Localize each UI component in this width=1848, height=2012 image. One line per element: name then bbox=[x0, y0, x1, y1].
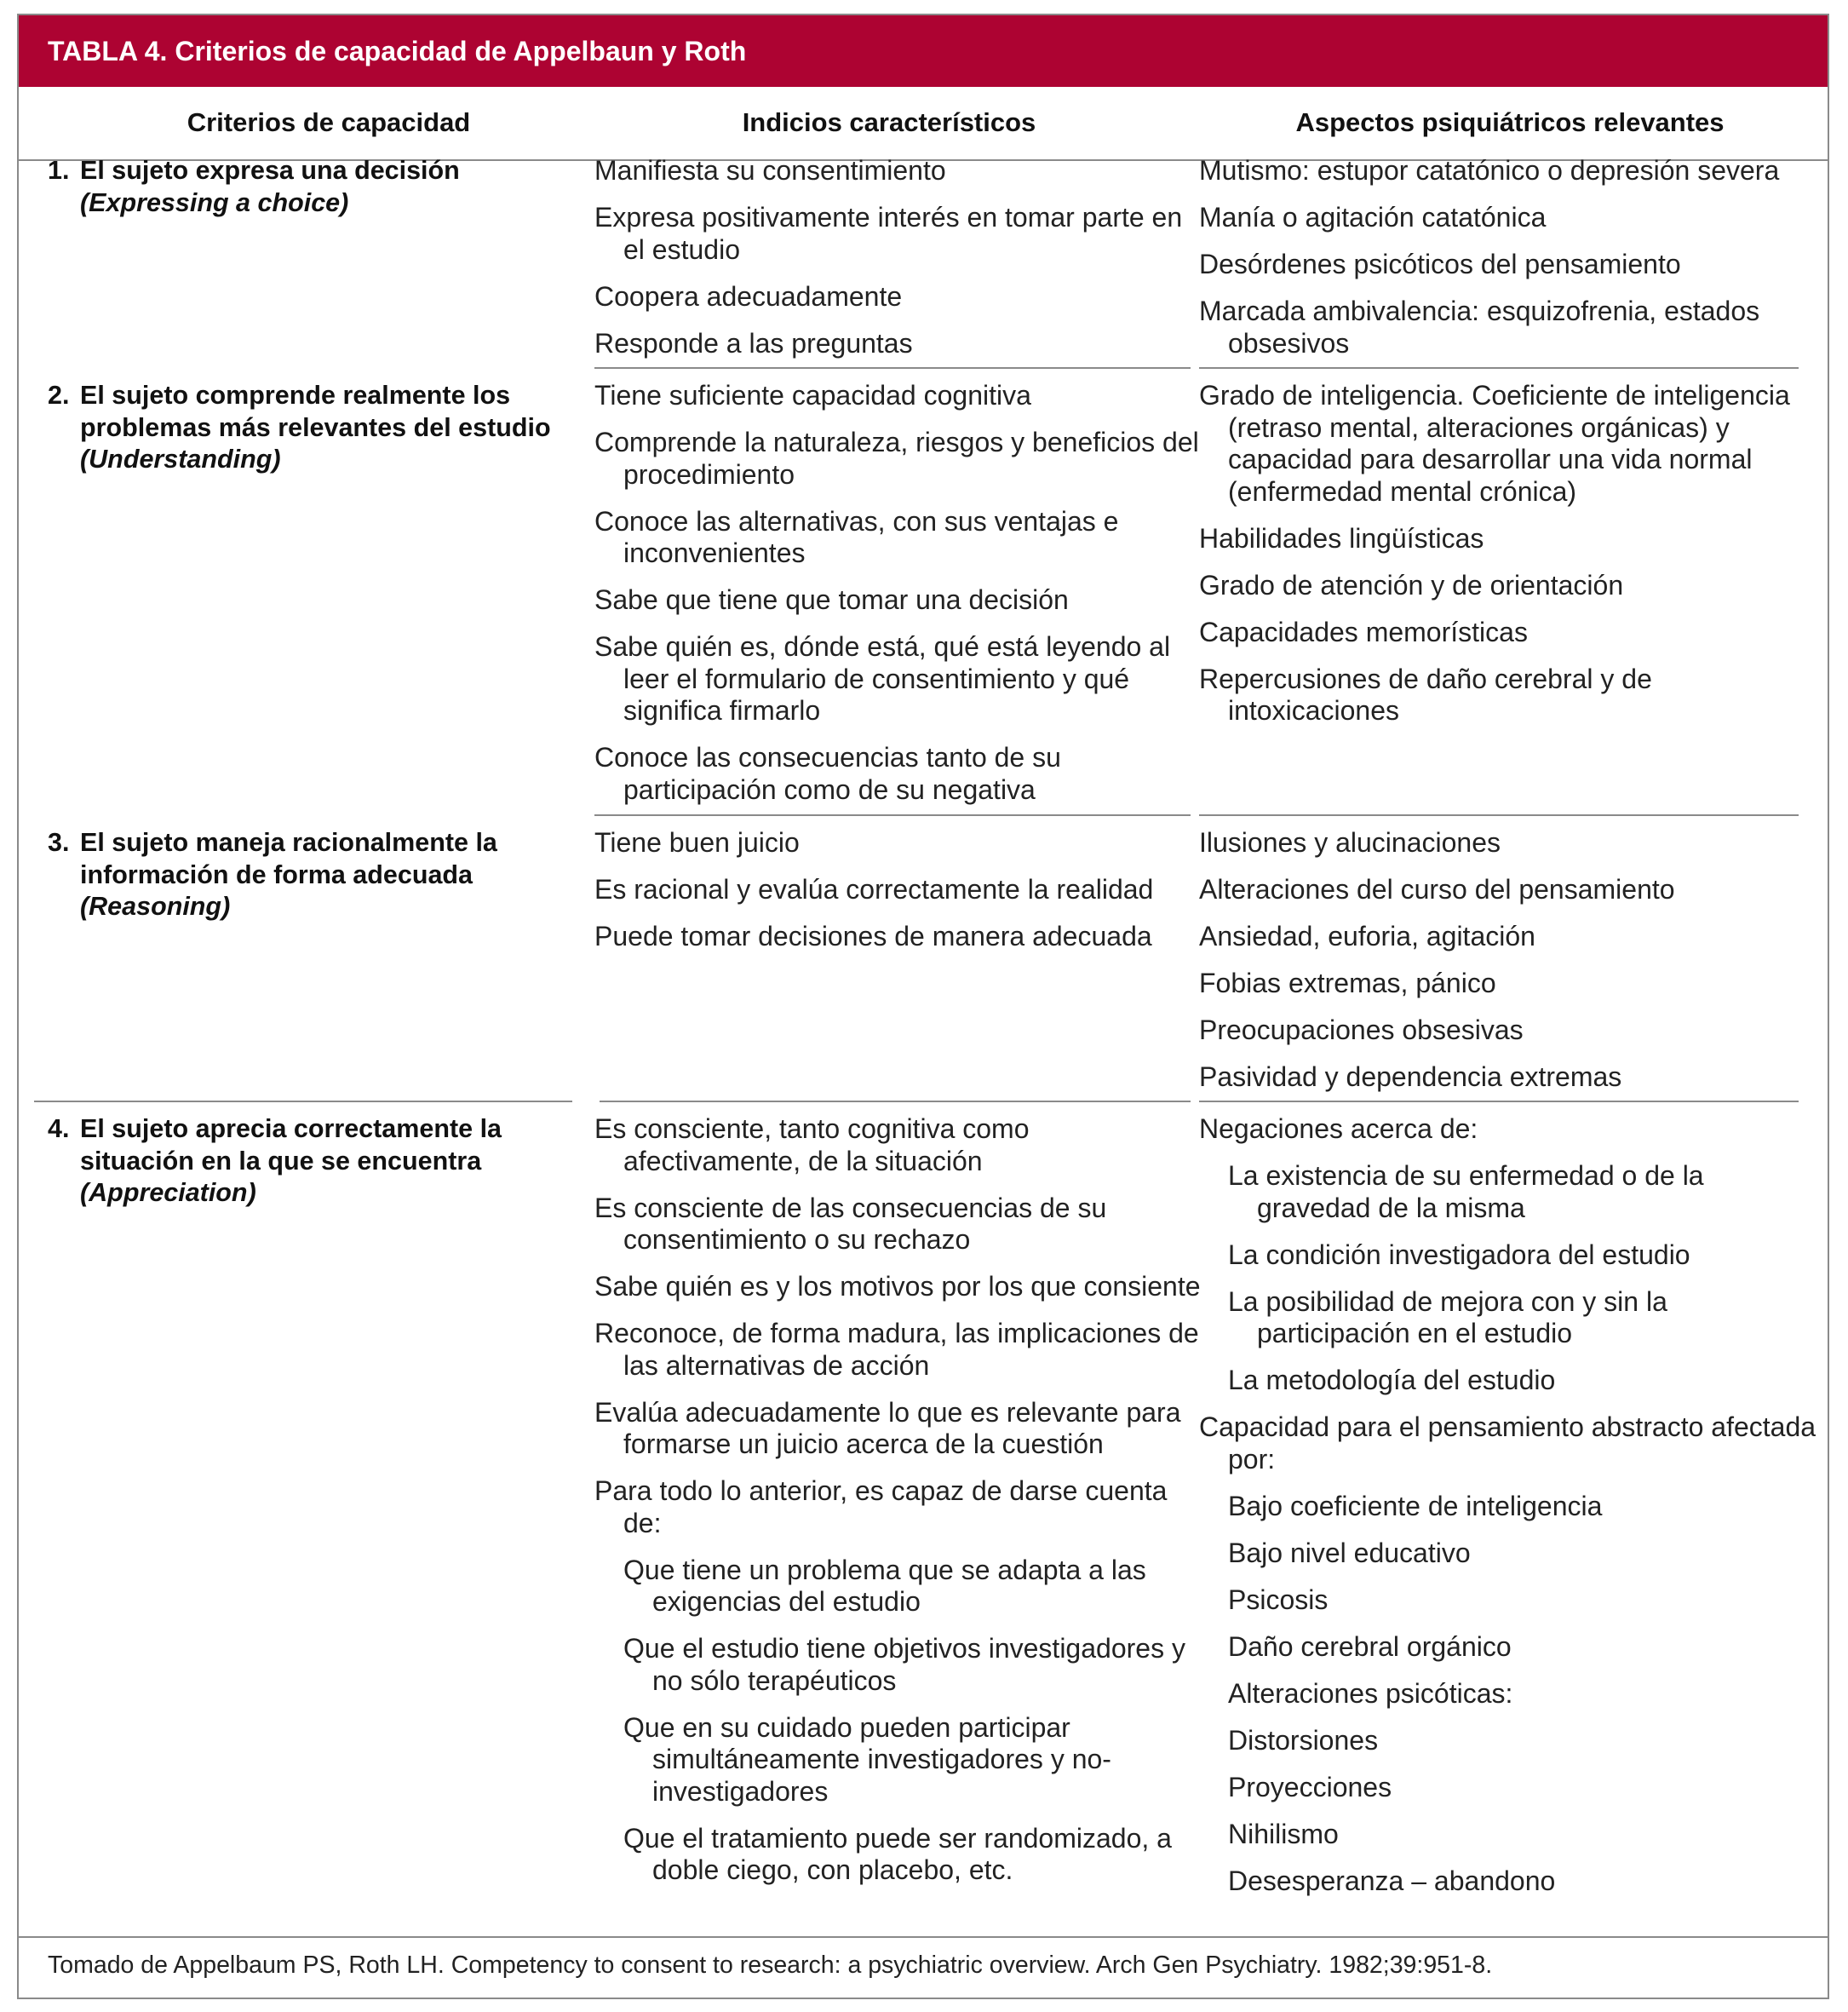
header-criterios: Criterios de capacidad bbox=[187, 107, 471, 137]
aspecto-subitem: Proyecciones bbox=[1228, 1771, 1392, 1802]
indicio-subitem: Que el tratamiento puede ser randomizado, a doble ciego, con placebo, etc. bbox=[623, 1822, 1172, 1885]
criterion-cell bbox=[48, 1113, 576, 1210]
table-title: TABLA 4. Criterios de capacidad de Appelbaun y Roth bbox=[19, 15, 1828, 87]
indicio-subitem: Que tiene un problema que se adapta a las exigencias del estudio bbox=[623, 1554, 1146, 1617]
aspecto-subitem: Psicosis bbox=[1228, 1584, 1329, 1615]
indicio-item: Responde a las preguntas bbox=[594, 327, 913, 359]
indicio-item: Conoce las consecuencias tanto de su participación como de su negativa bbox=[594, 742, 1061, 805]
criterion-text: El sujeto maneja racionalmente la información de forma adecuada bbox=[80, 828, 497, 889]
indicio-item: Sabe que tiene que tomar una decisión bbox=[594, 584, 1069, 615]
aspectos-cell bbox=[1199, 827, 1821, 1108]
aspecto-subitem: Nihilismo bbox=[1228, 1818, 1339, 1849]
criterion-cell bbox=[48, 827, 576, 923]
indicio-item: Manifiesta su consentimiento bbox=[594, 155, 946, 186]
criterion-english: (Expressing a choice) bbox=[80, 187, 349, 217]
criterion-english: (Understanding) bbox=[80, 445, 281, 474]
indicio-item: Es racional y evalúa correctamente la realidad bbox=[594, 874, 1154, 905]
indicio-item: Evalúa adecuadamente lo que es relevante para formarse un juicio acerca de la cuestión bbox=[594, 1396, 1181, 1459]
indicios-cell bbox=[594, 1113, 1201, 1901]
row-separator bbox=[1199, 1101, 1799, 1102]
aspecto-subitem: Bajo nivel educativo bbox=[1228, 1537, 1471, 1568]
aspecto-item: Habilidades lingüísticas bbox=[1199, 522, 1484, 554]
indicios-cell bbox=[594, 380, 1201, 821]
criterion-english: (Appreciation) bbox=[80, 1178, 256, 1207]
aspecto-item: Manía o agitación catatónica bbox=[1199, 202, 1547, 233]
aspecto-item: Capacidad para el pensamiento abstracto afectada por: bbox=[1199, 1411, 1816, 1475]
indicio-item: Tiene buen juicio bbox=[594, 827, 800, 858]
indicio-item: Conoce las alternativas, con sus ventajas e inconvenientes bbox=[594, 505, 1119, 568]
criterion-cell bbox=[48, 380, 576, 476]
table-frame bbox=[17, 14, 1829, 1999]
indicio-item: Reconoce, de forma madura, las implicaciones de las alternativas de acción bbox=[594, 1318, 1199, 1381]
aspecto-subitem: Desesperanza – abandono bbox=[1228, 1865, 1556, 1896]
indicio-item: Es consciente, tanto cognitiva como afectivamente, de la situación bbox=[594, 1113, 1030, 1176]
aspecto-subitem: Bajo coeficiente de inteligencia bbox=[1228, 1490, 1603, 1521]
criterion-text: El sujeto comprende realmente los problemas más relevantes del estudio bbox=[80, 381, 551, 442]
aspecto-subitem: Daño cerebral orgánico bbox=[1228, 1630, 1512, 1662]
header-row bbox=[19, 87, 1828, 161]
header-indicios: Indicios característicos bbox=[742, 107, 1036, 137]
row-separator bbox=[594, 814, 1191, 816]
criterion-number: 1. bbox=[48, 156, 70, 185]
aspecto-item: Negaciones acerca de: bbox=[1199, 1113, 1478, 1144]
aspecto-item: Pasividad y dependencia extremas bbox=[1199, 1061, 1622, 1092]
row-separator bbox=[34, 1101, 572, 1102]
aspecto-subitem: Distorsiones bbox=[1228, 1724, 1379, 1756]
aspecto-item: Alteraciones del curso del pensamiento bbox=[1199, 874, 1675, 905]
criterion-english: (Reasoning) bbox=[80, 892, 231, 921]
criterion-text: El sujeto aprecia correctamente la situación en la que se encuentra bbox=[80, 1114, 502, 1176]
indicio-item: Puede tomar decisiones de manera adecuada bbox=[594, 921, 1152, 951]
aspecto-item: Fobias extremas, pánico bbox=[1199, 968, 1496, 998]
indicio-item: Tiene suficiente capacidad cognitiva bbox=[594, 380, 1031, 411]
aspecto-item: Ilusiones y alucinaciones bbox=[1199, 827, 1501, 858]
aspecto-item: Repercusiones de daño cerebral y de intoxicaciones bbox=[1199, 663, 1652, 726]
indicio-item: Es consciente de las consecuencias de su consentimiento o su rechazo bbox=[594, 1192, 1107, 1255]
row-separator bbox=[1199, 367, 1799, 369]
indicio-subitem: Que en su cuidado pueden participar simultáneamente investigadores y no-investigadores bbox=[623, 1711, 1111, 1807]
indicios-cell bbox=[594, 827, 1201, 968]
criterion-number: 4. bbox=[48, 1114, 70, 1143]
indicio-item: Comprende la naturaleza, riesgos y beneficios del procedimiento bbox=[594, 427, 1199, 490]
aspecto-item: Desórdenes psicóticos del pensamiento bbox=[1199, 249, 1681, 279]
criterion-number: 2. bbox=[48, 381, 70, 410]
row-separator bbox=[600, 1101, 1191, 1102]
aspecto-item: Grado de atención y de orientación bbox=[1199, 569, 1624, 601]
aspecto-subitem: La metodología del estudio bbox=[1228, 1365, 1556, 1395]
aspectos-cell bbox=[1199, 380, 1821, 742]
aspecto-item: Marcada ambivalencia: esquizofrenia, estados obsesivos bbox=[1199, 296, 1760, 359]
indicio-item: Expresa positivamente interés en tomar parte en el estudio bbox=[594, 202, 1183, 265]
aspecto-item: Preocupaciones obsesivas bbox=[1199, 1015, 1524, 1045]
indicio-item: Sabe quién es, dónde está, qué está leyendo al leer el formulario de consentimiento y qué significa firmarlo bbox=[594, 631, 1171, 726]
aspecto-item: Ansiedad, euforia, agitación bbox=[1199, 921, 1535, 951]
row-separator bbox=[1199, 814, 1799, 816]
indicio-subitem: Que el estudio tiene objetivos investigadores y no sólo terapéuticos bbox=[623, 1633, 1185, 1696]
row-separator bbox=[594, 367, 1191, 369]
table-footnote: Tomado de Appelbaum PS, Roth LH. Competency to consent to research: a psychiatric overview. Arch Gen Psychiatry. 1982;39:951-8. bbox=[19, 1936, 1828, 1982]
indicio-item: Para todo lo anterior, es capaz de darse cuenta de: bbox=[594, 1475, 1168, 1538]
aspecto-subitem: La condición investigadora del estudio bbox=[1228, 1239, 1690, 1270]
criterion-text: El sujeto expresa una decisión bbox=[80, 156, 460, 185]
aspectos-cell bbox=[1199, 155, 1821, 375]
indicio-item: Sabe quién es y los motivos por los que consiente bbox=[594, 1271, 1201, 1302]
criterion-number: 3. bbox=[48, 828, 70, 857]
indicios-cell bbox=[594, 155, 1201, 375]
aspecto-item: Grado de inteligencia. Coeficiente de inteligencia (retraso mental, alteraciones orgánicas) y capacidad para desarrollar una vida normal (enfermedad mental crónica) bbox=[1199, 380, 1790, 507]
header-aspectos: Aspectos psiquiátricos relevantes bbox=[1295, 107, 1725, 137]
indicio-item: Coopera adecuadamente bbox=[594, 280, 903, 312]
aspecto-subitem: Alteraciones psicóticas: bbox=[1228, 1677, 1513, 1709]
aspecto-subitem: La posibilidad de mejora con y sin la participación en el estudio bbox=[1228, 1285, 1667, 1348]
aspecto-item: Capacidades memorísticas bbox=[1199, 616, 1528, 647]
aspecto-subitem: La existencia de su enfermedad o de la gravedad de la misma bbox=[1228, 1160, 1704, 1223]
aspecto-item: Mutismo: estupor catatónico o depresión severa bbox=[1199, 155, 1780, 186]
criterion-cell bbox=[48, 155, 576, 219]
aspectos-cell bbox=[1199, 1113, 1821, 1912]
